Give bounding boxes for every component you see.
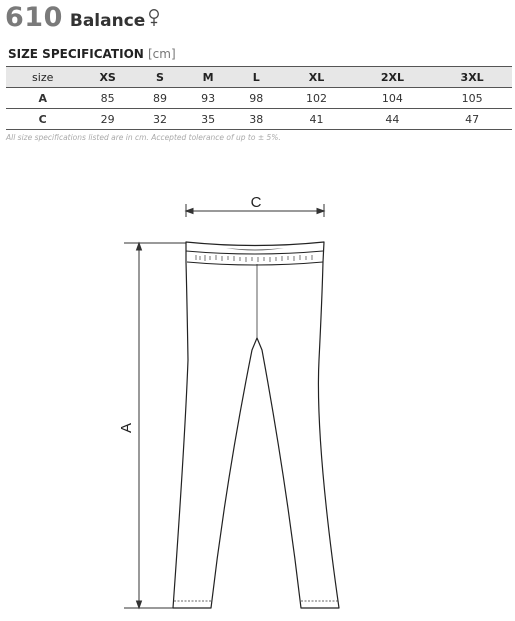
table-cell: 105 bbox=[461, 91, 483, 105]
size-header-xs: XS bbox=[79, 67, 135, 88]
dimension-c-label: C bbox=[250, 194, 262, 211]
table-cell: 32 bbox=[152, 112, 167, 126]
table-cell: 41 bbox=[309, 112, 324, 126]
table-cell: 29 bbox=[100, 112, 115, 126]
table-cell: 47 bbox=[465, 112, 480, 126]
size-header-3xl: 3XL bbox=[432, 67, 512, 88]
size-spec-unit: [cm] bbox=[148, 47, 176, 61]
size-header-xl: XL bbox=[280, 67, 352, 88]
size-spec-title: SIZE SPECIFICATION bbox=[8, 47, 144, 61]
leggings-outline bbox=[173, 242, 339, 608]
table-cell: 44 bbox=[385, 112, 400, 126]
size-header-l: L bbox=[232, 67, 280, 88]
table-cell: 93 bbox=[201, 91, 216, 105]
table-cell: 89 bbox=[152, 91, 167, 105]
table-cell: 35 bbox=[201, 112, 216, 126]
size-header-m: M bbox=[184, 67, 232, 88]
table-cell: 104 bbox=[381, 91, 403, 105]
product-name: Balance bbox=[69, 11, 146, 31]
table-cell: 98 bbox=[249, 91, 264, 105]
product-code: 610 bbox=[5, 2, 63, 33]
table-cell: 38 bbox=[249, 112, 264, 126]
table-cell: 102 bbox=[305, 91, 327, 105]
row-label-a: A bbox=[38, 91, 47, 105]
tolerance-note: All size specifications listed are in cm. Accepted tolerance of up to ± 5%. bbox=[6, 133, 281, 142]
dimension-a-label: A bbox=[118, 422, 135, 434]
row-label-c: C bbox=[38, 112, 47, 126]
size-header-s: S bbox=[136, 67, 184, 88]
table-cell: 85 bbox=[100, 91, 115, 105]
size-column-label: size bbox=[6, 67, 79, 88]
size-header-2xl: 2XL bbox=[353, 67, 433, 88]
